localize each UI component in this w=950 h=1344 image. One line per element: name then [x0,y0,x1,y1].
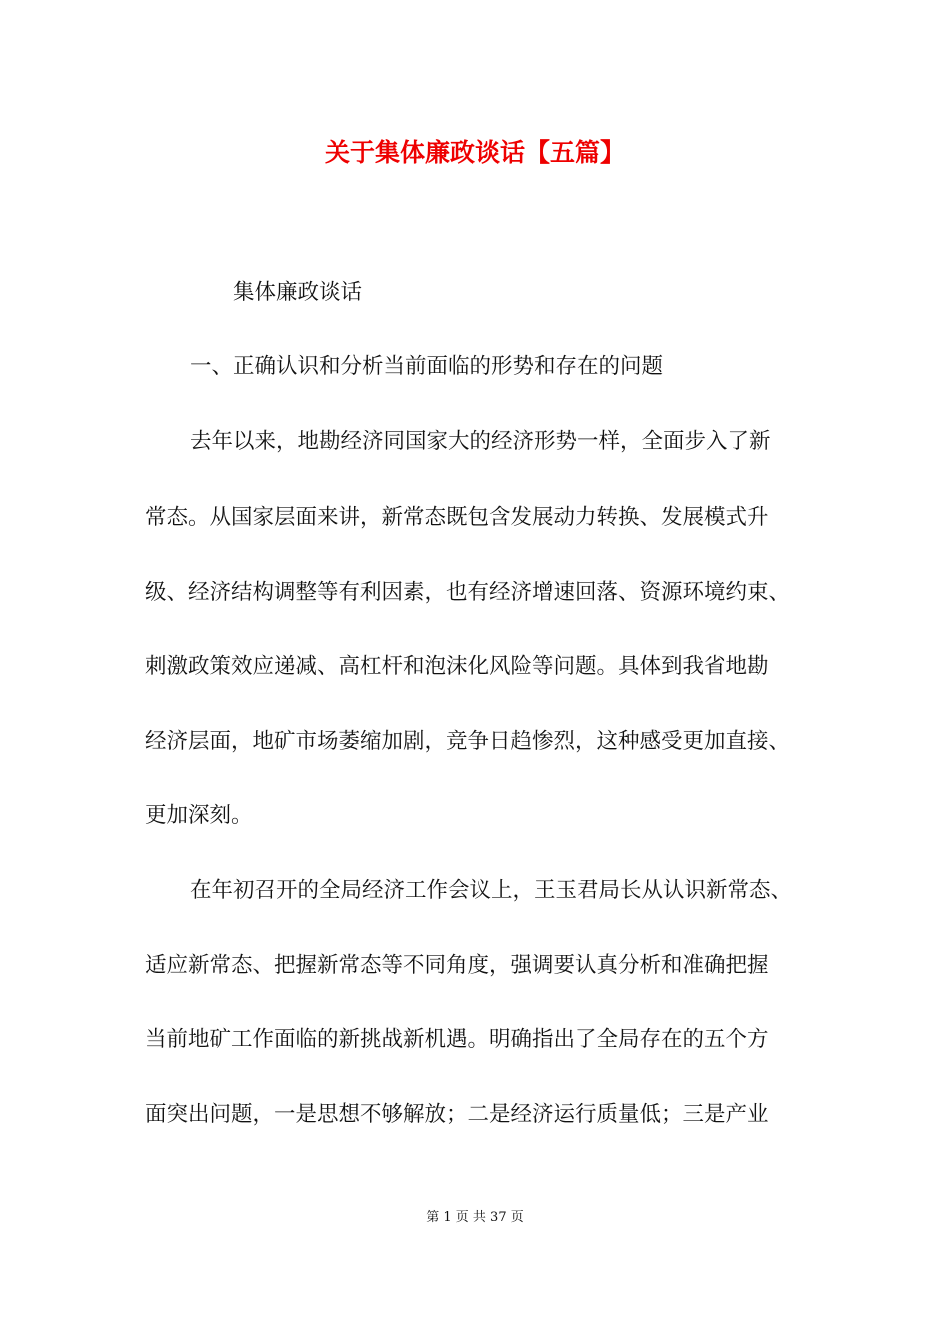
section-heading: 集体廉政谈话 [233,280,363,305]
paragraph-line: 当前地矿工作面临的新挑战新机遇。明确指出了全局存在的五个方 [145,1027,769,1052]
paragraph-line: 在年初召开的全局经济工作会议上，王玉君局长从认识新常态、 [190,878,793,903]
document-title: 关于集体廉政谈话【五篇】 [324,138,625,167]
paragraph-line: 经济层面，地矿市场萎缩加剧，竞争日趋惨烈，这种感受更加直接、 [145,729,791,754]
paragraph-line: 面突出问题，一是思想不够解放；二是经济运行质量低；三是产业 [145,1102,769,1127]
paragraph-line: 常态。从国家层面来讲，新常态既包含发展动力转换、发展模式升 [145,505,769,530]
subsection-heading: 一、正确认识和分析当前面临的形势和存在的问题 [190,354,664,379]
paragraph-line: 更加深刻。 [145,803,253,828]
paragraph-line: 级、经济结构调整等有利因素，也有经济增速回落、资源环境约束、 [145,580,791,605]
paragraph-line: 刺激政策效应递减、高杠杆和泡沫化风险等问题。具体到我省地勘 [145,654,769,679]
page-number-footer: 第 1 页 共 37 页 [426,1210,524,1225]
paragraph-line: 去年以来，地勘经济同国家大的经济形势一样，全面步入了新 [190,429,771,454]
paragraph-line: 适应新常态、把握新常态等不同角度，强调要认真分析和准确把握 [145,953,769,978]
